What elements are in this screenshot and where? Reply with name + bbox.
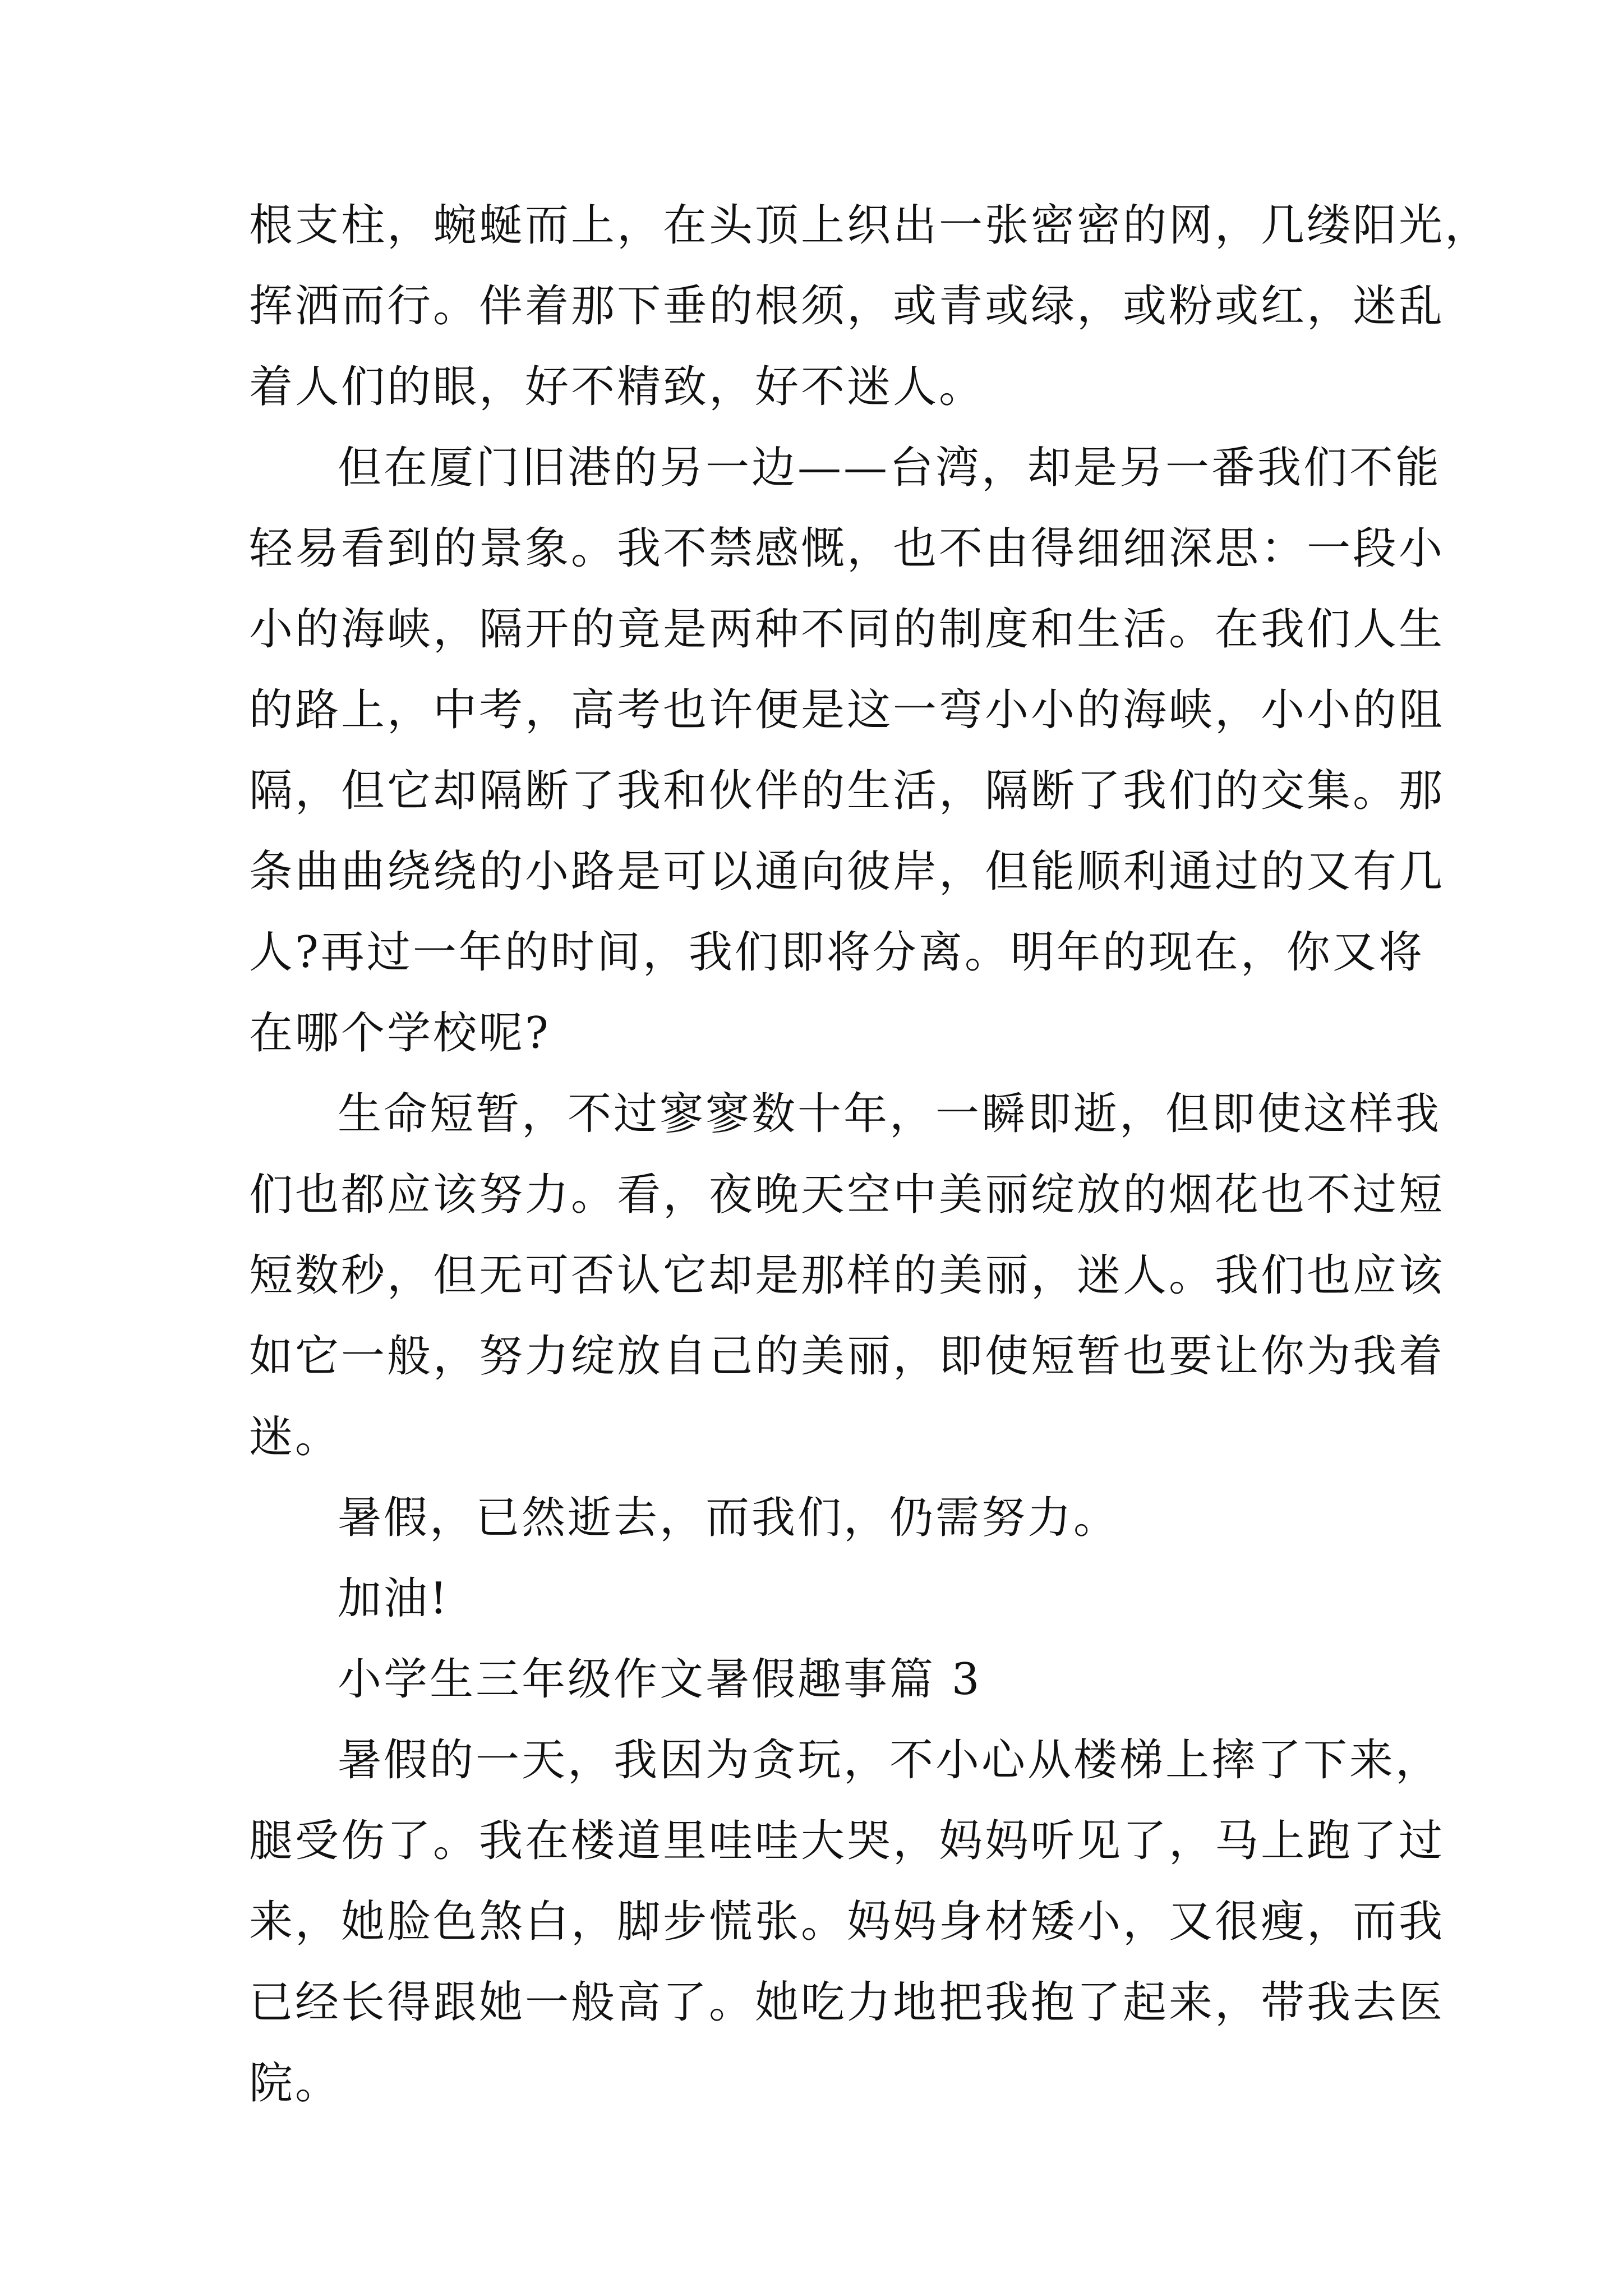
text-line: 轻易看到的景象。我不禁感慨，也不由得细细深思：一段小 xyxy=(249,523,1445,574)
text-line: 人?再过一年的时间，我们即将分离。明年的现在，你又将 xyxy=(249,927,1424,978)
text-line: 来，她脸色煞白，脚步慌张。妈妈身材矮小，又很瘦，而我 xyxy=(249,1897,1445,1947)
text-line: 条曲曲绕绕的小路是可以通向彼岸，但能顺利通过的又有几 xyxy=(249,846,1445,897)
text-line: 小的海峡，隔开的竟是两种不同的制度和生活。在我们人生 xyxy=(249,604,1445,655)
paragraph-first-line: 加油! xyxy=(338,1573,450,1624)
paragraph-first-line: 但在厦门旧港的另一边——台湾，却是另一番我们不能 xyxy=(338,443,1442,493)
paragraph-first-line: 暑假，已然逝去，而我们，仍需努力。 xyxy=(338,1493,1120,1543)
text-line: 们也都应该努力。看，夜晚天空中美丽绽放的烟花也不过短 xyxy=(249,1170,1445,1220)
text-line: 短数秒，但无可否认它却是那样的美丽，迷人。我们也应该 xyxy=(249,1250,1445,1301)
text-line: 如它一般，努力绽放自己的美丽，即使短暂也要让你为我着 xyxy=(249,1331,1445,1382)
section-heading: 小学生三年级作文暑假趣事篇 3 xyxy=(338,1654,982,1705)
text-line: 根支柱，蜿蜒而上，在头顶上织出一张密密的网，几缕阳光， xyxy=(249,200,1491,251)
paragraph-first-line: 生命短暂，不过寥寥数十年，一瞬即逝，但即使这样我 xyxy=(338,1089,1442,1139)
text-line: 已经长得跟她一般高了。她吃力地把我抱了起来，带我去医 xyxy=(249,1977,1445,2028)
text-line: 挥洒而行。伴着那下垂的根须，或青或绿，或粉或红，迷乱 xyxy=(249,281,1445,332)
text-line: 在哪个学校呢? xyxy=(249,1008,551,1059)
text-line: 着人们的眼，好不精致，好不迷人。 xyxy=(249,362,985,412)
text-line: 腿受伤了。我在楼道里哇哇大哭，妈妈听见了，马上跑了过 xyxy=(249,1816,1445,1866)
text-line: 迷。 xyxy=(249,1412,342,1462)
text-line: 隔，但它却隔断了我和伙伴的生活，隔断了我们的交集。那 xyxy=(249,766,1445,816)
text-line: 的路上，中考，高考也许便是这一弯小小的海峡，小小的阻 xyxy=(249,685,1445,735)
text-line: 院。 xyxy=(249,2058,342,2109)
paragraph-first-line: 暑假的一天，我因为贪玩，不小心从楼梯上摔了下来， xyxy=(338,1735,1442,1786)
